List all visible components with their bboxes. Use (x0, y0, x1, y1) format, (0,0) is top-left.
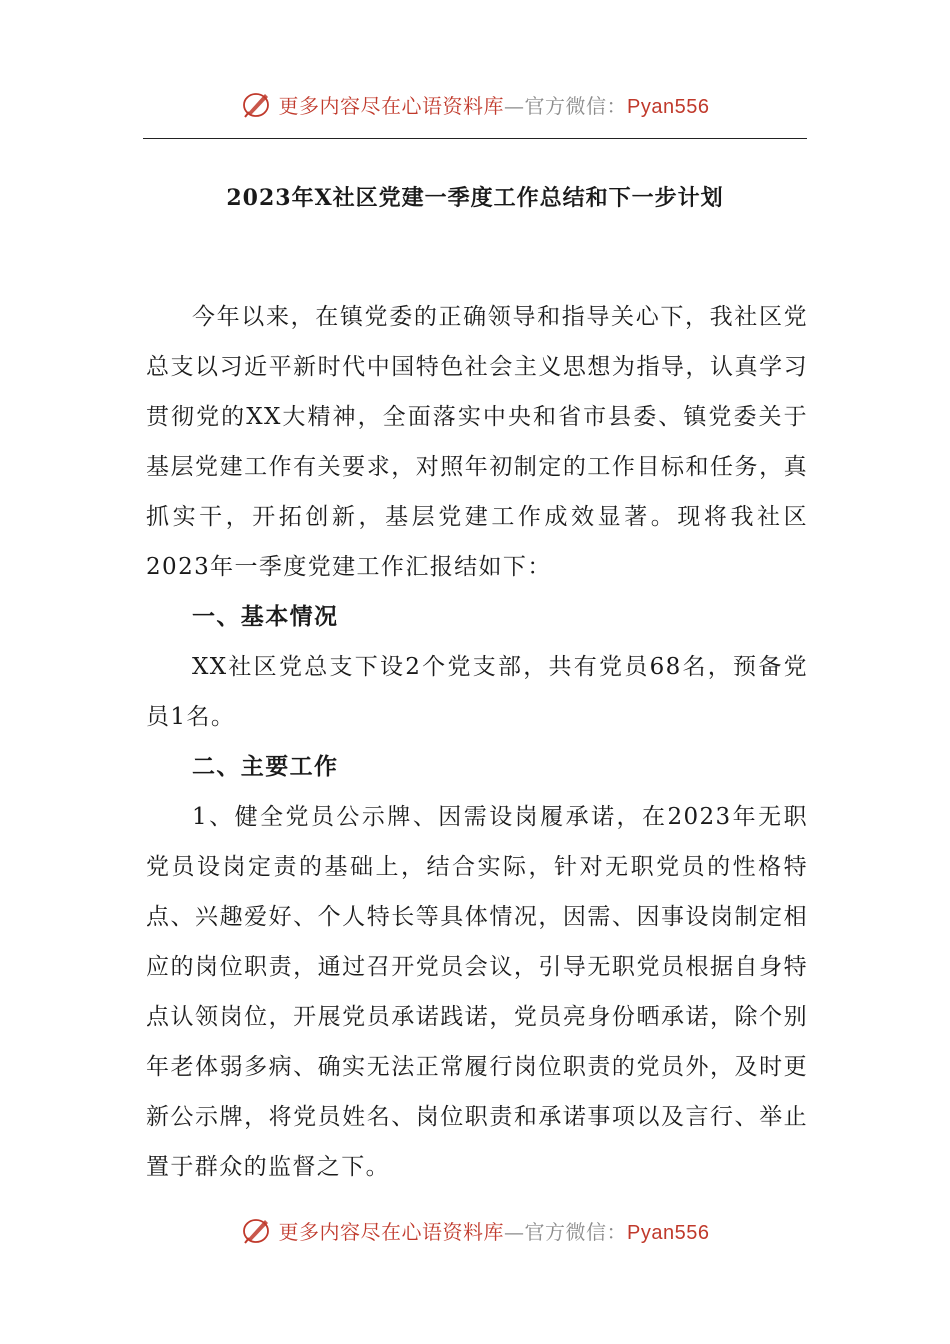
header-divider (143, 138, 807, 139)
document-title: 2023年X社区党建一季度工作总结和下一步计划 (226, 185, 724, 211)
banner-content (241, 1214, 710, 1246)
banner-text (279, 1216, 710, 1245)
banner-separator-text: —官方微信： (504, 93, 628, 118)
banner-text (279, 90, 710, 119)
section-heading-basic: 一、基本情况 (192, 603, 339, 630)
quill-pen-logo-icon (241, 88, 273, 120)
header-watermark-banner (0, 84, 950, 124)
banner-content (241, 88, 710, 120)
intro-paragraph: 今年以来，在镇党委的正确领导和指导关心下，我社区党总支以习近平新时代中国特色社会主义思想为指导，认真学习贯彻党的XX大精神，全面落实中央和省市县委、镇党委关于基层党建工作有关要求，对照年初制定的工作目标和任务，真抓实干，开拓创新，基层党建工作成效显著。现将我社区2023年一季度党建工作汇报结如下： (146, 304, 808, 580)
basic-info-paragraph: XX社区党总支下设2个党支部，共有党员68名，预备党员1名。 (146, 654, 808, 730)
banner-separator-text: —官方微信： (504, 1219, 628, 1244)
section-heading-main-work: 二、主要工作 (192, 753, 339, 780)
document-body (146, 292, 808, 1192)
banner-library-text: 更多内容尽在心语资料库 (278, 1219, 505, 1244)
quill-pen-logo-icon (241, 1214, 273, 1246)
banner-wechat-id: Pyan556 (627, 95, 710, 118)
main-work-item-1: 1、健全党员公示牌、因需设岗履承诺，在2023年无职党员设岗定责的基础上，结合实际，针对无职党员的性格特点、兴趣爱好、个人特长等具体情况，因需、因事设岗制定相应的岗位职责，通过召开党员会议，引导无职党员根据自身特点认领岗位，开展党员承诺践诺，党员亮身份晒承诺，除个别年老体弱多病、确实无法正常履行岗位职责的党员外，及时更新公示牌，将党员姓名、岗位职责和承诺事项以及言行、举止置于群众的监督之下。 (146, 804, 808, 1180)
footer-watermark-banner (0, 1210, 950, 1250)
banner-wechat-id: Pyan556 (627, 1221, 710, 1244)
banner-library-text: 更多内容尽在心语资料库 (278, 93, 505, 118)
